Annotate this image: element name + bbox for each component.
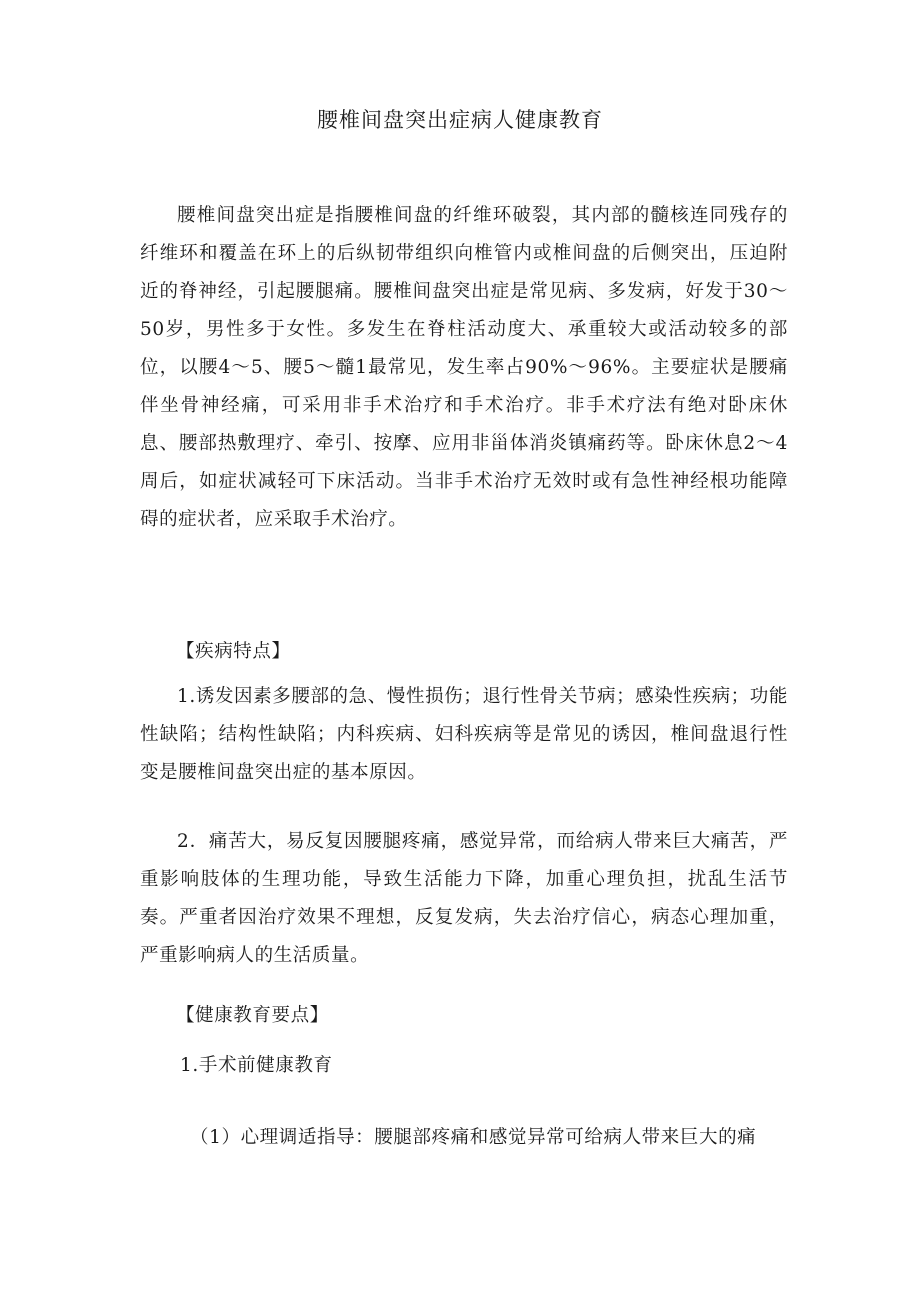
section-heading-health-education: 【健康教育要点】 bbox=[176, 1005, 329, 1026]
section-heading-disease-features: 【疾病特点】 bbox=[176, 641, 291, 662]
disease-feature-item-1: 1.诱发因素多腰部的急、慢性损伤；退行性骨关节病；感染性疾病；功能性缺陷；结构性缺陷；内科疾病、妇科疾病等是常见的诱因，椎间盘退行性变是腰椎间盘突出症的基本原因。 bbox=[140, 686, 788, 783]
subsection-heading-preop: 1.手术前健康教育 bbox=[180, 1055, 333, 1076]
preop-item-psychological: （1）心理调适指导：腰腿部疼痛和感觉异常可给病人带来巨大的痛 bbox=[190, 1127, 757, 1148]
disease-feature-item-2: 2．痛苦大，易反复因腰腿疼痛，感觉异常，而给病人带来巨大痛苦，严重影响肢体的生理功能，导致生活能力下降，加重心理负担，扰乱生活节奏。严重者因治疗效果不理想，反复发病，失去治疗信心，病态心理加重，严重影响病人的生活质量。 bbox=[140, 831, 788, 966]
intro-paragraph: 腰椎间盘突出症是指腰椎间盘的纤维环破裂，其内部的髓核连同残存的纤维环和覆盖在环上的后纵韧带组织向椎管内或椎间盘的后侧突出，压迫附近的脊神经，引起腰腿痛。腰椎间盘突出症是常见病、多发病，好发于30～50岁，男性多于女性。多发生在脊柱活动度大、承重较大或活动较多的部位，以腰4～5、腰5～髓1最常见，发生率占90%～96%。主要症状是腰痛伴坐骨神经痛，可采用非手术治疗和手术治疗。非手术疗法有绝对卧床休息、腰部热敷理疗、牵引、按摩、应用非甾体消炎镇痛药等。卧床休息2～4周后，如症状减轻可下床活动。当非手术治疗无效时或有急性神经根功能障碍的症状者，应采取手术治疗。 bbox=[140, 205, 788, 530]
document-title: 腰椎间盘突出症病人健康教育 bbox=[317, 108, 603, 132]
